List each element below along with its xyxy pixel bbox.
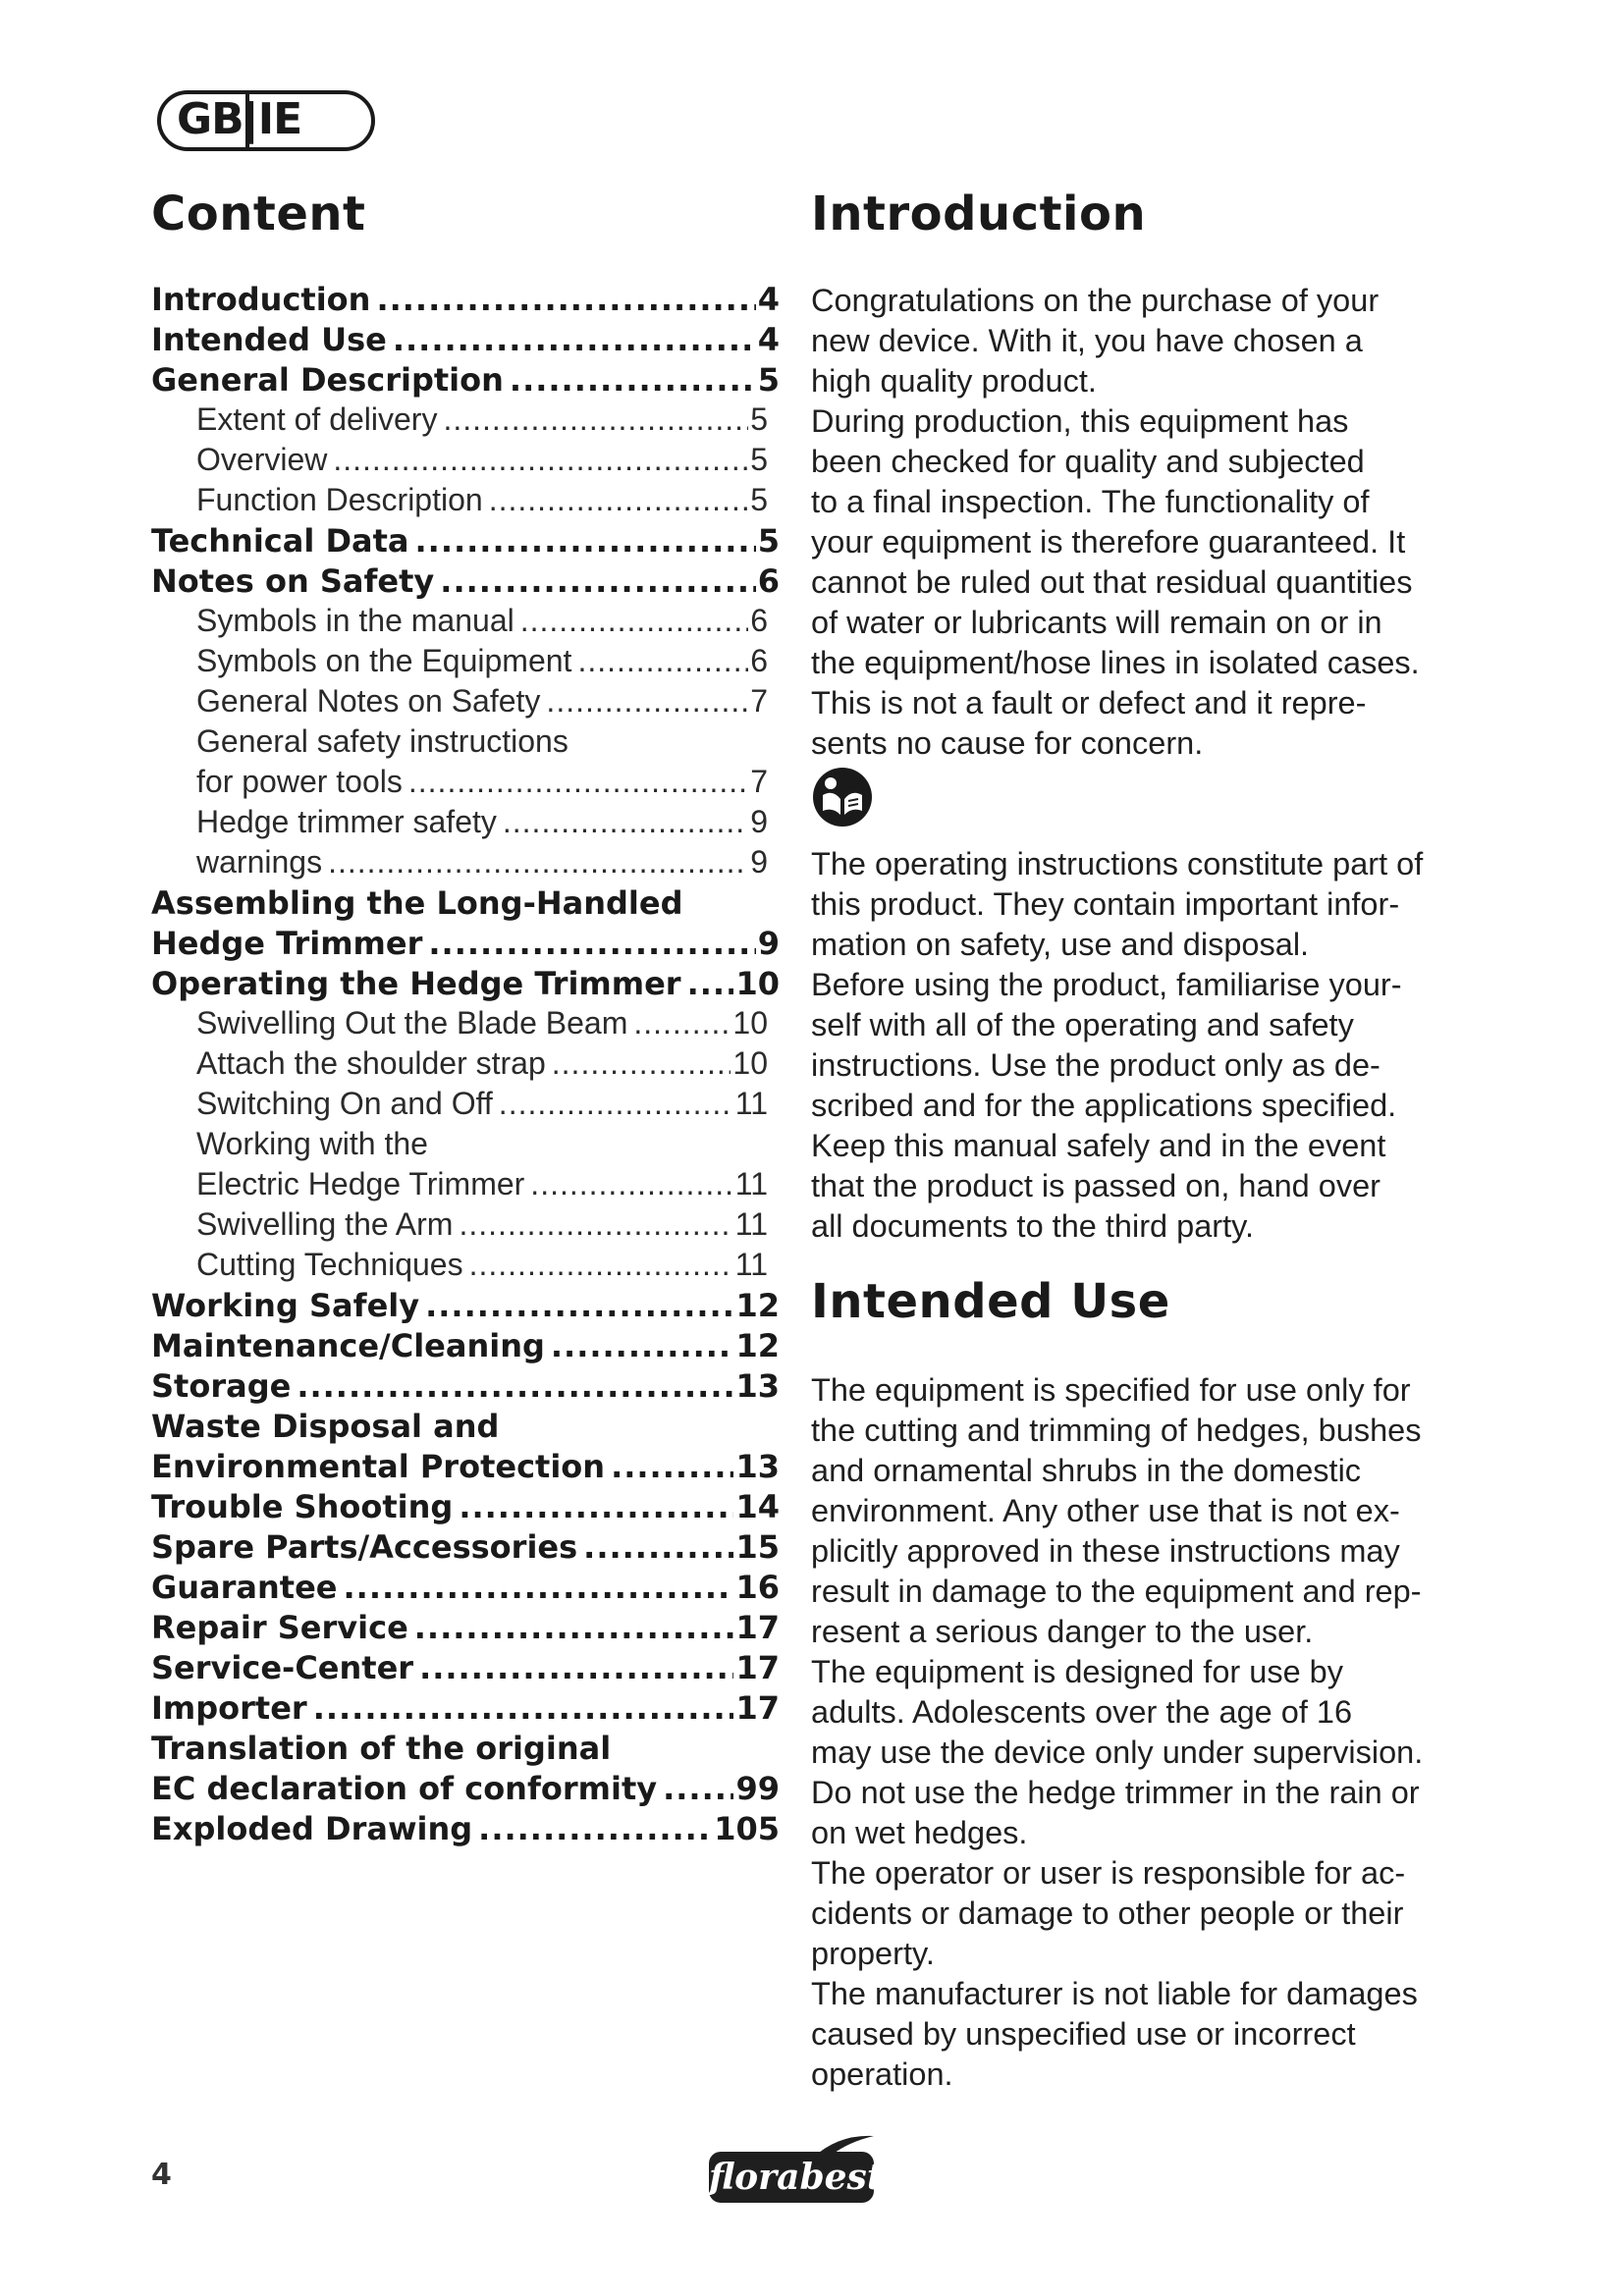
toc-entry-page: 11	[734, 1247, 768, 1282]
toc-entry	[151, 1287, 780, 1327]
toc-leader-dots	[328, 844, 748, 881]
toc-entry-title: Storage	[151, 1367, 292, 1405]
toc-entry-title: General Description	[151, 361, 504, 399]
toc-entry-title: Switching On and Off	[196, 1086, 493, 1121]
text-line: and ornamental shrubs in the domestic	[811, 1453, 1362, 1488]
toc-entry-title: Extent of delivery	[196, 401, 438, 437]
toc-entry	[151, 683, 780, 723]
toc-entry-title: Attach the shoulder strap	[196, 1045, 546, 1081]
text-line: this product. They contain important infor-	[811, 886, 1400, 922]
toc-entry	[151, 482, 780, 522]
toc-entry-page: 12	[735, 1287, 780, 1324]
toc-entry	[151, 1166, 780, 1206]
toc-entry-title: Guarantee	[151, 1569, 338, 1606]
toc-entry	[151, 643, 780, 683]
toc-leader-dots	[577, 643, 748, 679]
toc-entry-title: Function Description	[196, 482, 483, 517]
text-line: self with all of the operating and safety	[811, 1007, 1354, 1042]
introduction-heading: Introduction	[811, 187, 1147, 241]
toc-entry-title: Working with the	[196, 1126, 428, 1161]
toc-leader-dots	[425, 1287, 733, 1324]
toc-leader-dots	[414, 1609, 734, 1646]
text-line: The manufacturer is not liable for damages	[811, 1976, 1418, 2011]
toc-entry-page: 11	[734, 1086, 768, 1121]
toc-entry	[151, 603, 780, 643]
toc-entry-page: 105	[714, 1810, 780, 1847]
toc-entry	[151, 1810, 780, 1850]
toc-entry-page: 5	[750, 442, 768, 477]
text-line: plicitly approved in these instructions may	[811, 1533, 1400, 1569]
toc-leader-dots	[313, 1689, 734, 1727]
toc-entry	[151, 1408, 780, 1448]
text-line: The operating instructions constitute part of	[811, 846, 1424, 881]
toc-entry-page: 10	[735, 965, 780, 1002]
toc-entry	[151, 1247, 780, 1287]
introduction-text-part-1	[811, 281, 1439, 764]
toc-leader-dots	[408, 764, 748, 800]
brand-wordmark: florabest	[709, 2152, 874, 2203]
toc-entry-page: 10	[732, 1045, 768, 1081]
text-line: to a final inspection. The functionality of	[811, 484, 1370, 519]
toc-entry-page: 5	[757, 522, 780, 560]
toc-entry-page: 99	[735, 1770, 780, 1807]
text-line: all documents to the third party.	[811, 1208, 1255, 1244]
intended-use-text	[811, 1370, 1439, 2095]
toc-entry-title: Spare Parts/Accessories	[151, 1528, 578, 1566]
toc-leader-dots	[546, 683, 748, 720]
toc-entry-page: 4	[757, 321, 780, 358]
toc-entry-page: 9	[757, 925, 780, 962]
toc-leader-dots	[499, 1086, 733, 1122]
toc-entry-page: 6	[757, 562, 780, 600]
text-line: of water or lubricants will remain on or in	[811, 605, 1382, 640]
text-line: the equipment/hose lines in isolated cases.	[811, 645, 1420, 680]
toc-leader-dots	[510, 361, 756, 399]
toc-entry-title: Repair Service	[151, 1609, 408, 1646]
toc-leader-dots	[419, 1649, 733, 1686]
toc-leader-dots	[459, 1206, 732, 1243]
toc-entry-title: Maintenance/Cleaning	[151, 1327, 545, 1364]
text-line: Keep this manual safely and in the event	[811, 1128, 1386, 1163]
toc-leader-dots	[415, 522, 756, 560]
text-line: scribed and for the applications specified.	[811, 1088, 1397, 1123]
text-line: The equipment is specified for use only for	[811, 1372, 1411, 1408]
toc-entry-title: Waste Disposal and	[151, 1408, 500, 1445]
toc-leader-dots	[393, 321, 756, 358]
toc-entry	[151, 1005, 780, 1045]
introduction-text-part-2	[811, 844, 1439, 1247]
toc-entry-title: Electric Hedge Trimmer	[196, 1166, 525, 1201]
toc-entry-page: 10	[732, 1005, 768, 1041]
text-line: Before using the product, familiarise your-	[811, 967, 1402, 1002]
text-line: cannot be ruled out that residual quantities	[811, 564, 1413, 600]
toc-entry-title: warnings	[196, 844, 323, 880]
toc-entry-page: 15	[735, 1528, 780, 1566]
toc-entry-page: 17	[735, 1649, 780, 1686]
toc-entry	[151, 562, 780, 603]
text-line: instructions. Use the product only as de-	[811, 1047, 1380, 1083]
text-line: your equipment is therefore guaranteed. It	[811, 524, 1406, 560]
text-line: Congratulations on the purchase of your	[811, 283, 1380, 318]
language-badge-label: GB|IE	[177, 94, 302, 144]
toc-entry	[151, 1609, 780, 1649]
toc-entry-title: Working Safely	[151, 1287, 420, 1324]
toc-entry-page: 5	[750, 482, 768, 517]
toc-entry	[151, 1730, 780, 1770]
toc-entry-page: 12	[735, 1327, 780, 1364]
toc-leader-dots	[520, 603, 748, 639]
text-line: on wet hedges.	[811, 1815, 1028, 1850]
toc-entry-title: General safety instructions	[196, 723, 568, 759]
toc-leader-dots	[333, 442, 748, 478]
toc-leader-dots	[297, 1367, 733, 1405]
brand-logo	[701, 2132, 884, 2211]
toc-leader-dots	[530, 1166, 732, 1202]
toc-entry-title: Symbols in the manual	[196, 603, 514, 638]
toc-leader-dots	[583, 1528, 733, 1566]
toc-leader-dots	[551, 1327, 734, 1364]
toc-leader-dots	[611, 1448, 733, 1485]
toc-entry-page: 5	[757, 361, 780, 399]
text-line: Do not use the hedge trimmer in the rain or	[811, 1775, 1420, 1810]
toc-leader-dots	[503, 804, 748, 840]
text-line: caused by unspecified use or incorrect	[811, 2016, 1356, 2052]
toc-entry-title: Translation of the original	[151, 1730, 612, 1767]
text-line: This is not a fault or defect and it repre-	[811, 685, 1367, 721]
text-line: mation on safety, use and disposal.	[811, 927, 1310, 962]
toc-entry-title: for power tools	[196, 764, 403, 799]
toc-entry-page: 11	[734, 1166, 768, 1201]
content-heading: Content	[151, 187, 366, 241]
text-line: cidents or damage to other people or their	[811, 1896, 1404, 1931]
toc-entry	[151, 1569, 780, 1609]
toc-entry	[151, 1488, 780, 1528]
toc-leader-dots	[428, 925, 755, 962]
toc-entry-title: Service-Center	[151, 1649, 414, 1686]
toc-entry	[151, 764, 780, 804]
toc-entry-page: 4	[757, 281, 780, 318]
toc-entry-title: Operating the Hedge Trimmer	[151, 965, 681, 1002]
toc-entry-title: Swivelling Out the Blade Beam	[196, 1005, 628, 1041]
toc-entry	[151, 1206, 780, 1247]
text-line: been checked for quality and subjected	[811, 444, 1365, 479]
toc-entry-title: Assembling the Long-Handled	[151, 884, 683, 922]
toc-leader-dots	[663, 1770, 733, 1807]
toc-entry-page: 17	[735, 1609, 780, 1646]
text-line: During production, this equipment has	[811, 403, 1349, 439]
toc-entry	[151, 1528, 780, 1569]
text-line: adults. Adolescents over the age of 16	[811, 1694, 1353, 1730]
text-line: the cutting and trimming of hedges, bushes	[811, 1413, 1422, 1448]
text-line: The equipment is designed for use by	[811, 1654, 1343, 1689]
toc-leader-dots	[440, 562, 755, 600]
toc-entry-title: Importer	[151, 1689, 307, 1727]
toc-entry-page: 7	[750, 683, 768, 719]
toc-entry	[151, 1367, 780, 1408]
toc-entry-page: 7	[750, 764, 768, 799]
toc-entry	[151, 844, 780, 884]
toc-entry-page: 17	[735, 1689, 780, 1727]
toc-entry-title: Overview	[196, 442, 328, 477]
text-line: may use the device only under supervision.	[811, 1735, 1424, 1770]
toc-entry-title: Intended Use	[151, 321, 387, 358]
text-line: operation.	[811, 2056, 953, 2092]
toc-entry	[151, 442, 780, 482]
toc-leader-dots	[469, 1247, 733, 1283]
text-line: The operator or user is responsible for ac-	[811, 1855, 1406, 1891]
toc-entry-page: 6	[750, 643, 768, 678]
toc-leader-dots	[376, 281, 755, 318]
text-line: that the product is passed on, hand over	[811, 1168, 1380, 1203]
toc-entry-title: General Notes on Safety	[196, 683, 541, 719]
toc-entry-title: EC declaration of conformity	[151, 1770, 658, 1807]
toc-entry-title: Hedge trimmer safety	[196, 804, 497, 839]
toc-leader-dots	[443, 401, 748, 438]
text-line: environment. Any other use that is not ex-	[811, 1493, 1400, 1528]
toc-entry-title: Introduction	[151, 281, 371, 318]
toc-entry-title: Technical Data	[151, 522, 409, 560]
toc-entry-title: Environmental Protection	[151, 1448, 606, 1485]
toc-entry-page: 6	[750, 603, 768, 638]
toc-entry	[151, 804, 780, 844]
text-line: high quality product.	[811, 363, 1097, 399]
toc-entry-title: Cutting Techniques	[196, 1247, 463, 1282]
toc-entry	[151, 522, 780, 562]
toc-leader-dots	[459, 1488, 733, 1525]
toc-leader-dots	[633, 1005, 731, 1041]
table-of-contents	[151, 281, 780, 1850]
toc-leader-dots	[478, 1810, 712, 1847]
toc-leader-dots	[552, 1045, 731, 1082]
read-manual-icon	[811, 766, 874, 828]
toc-entry-page: 14	[735, 1488, 780, 1525]
text-line: resent a serious danger to the user.	[811, 1614, 1314, 1649]
toc-entry	[151, 925, 780, 965]
toc-entry-title: Hedge Trimmer	[151, 925, 423, 962]
toc-entry-title: Exploded Drawing	[151, 1810, 473, 1847]
toc-entry	[151, 1327, 780, 1367]
toc-leader-dots	[687, 965, 734, 1002]
toc-entry-page: 9	[750, 844, 768, 880]
toc-leader-dots	[344, 1569, 734, 1606]
toc-entry-title: Trouble Shooting	[151, 1488, 454, 1525]
text-line: sents no cause for concern.	[811, 725, 1204, 761]
toc-entry-title: Notes on Safety	[151, 562, 435, 600]
page-number: 4	[151, 2158, 172, 2192]
toc-entry-page: 11	[734, 1206, 768, 1242]
toc-entry	[151, 1448, 780, 1488]
toc-entry	[151, 1126, 780, 1166]
toc-entry-page: 5	[750, 401, 768, 437]
toc-entry-page: 13	[735, 1448, 780, 1485]
toc-entry	[151, 1649, 780, 1689]
toc-entry-page: 9	[750, 804, 768, 839]
text-line: result in damage to the equipment and rep-	[811, 1574, 1422, 1609]
toc-entry	[151, 723, 780, 764]
toc-entry	[151, 401, 780, 442]
text-line: new device. With it, you have chosen a	[811, 323, 1363, 358]
toc-entry	[151, 1770, 780, 1810]
toc-entry-page: 16	[735, 1569, 780, 1606]
text-line: property.	[811, 1936, 935, 1971]
toc-entry-title: Symbols on the Equipment	[196, 643, 572, 678]
toc-leader-dots	[489, 482, 749, 518]
toc-entry	[151, 321, 780, 361]
toc-entry-title: Swivelling the Arm	[196, 1206, 454, 1242]
toc-entry	[151, 281, 780, 321]
toc-entry	[151, 361, 780, 401]
toc-entry	[151, 884, 780, 925]
toc-entry	[151, 1689, 780, 1730]
language-badge	[157, 88, 377, 153]
toc-entry	[151, 1086, 780, 1126]
toc-entry	[151, 1045, 780, 1086]
toc-entry-page: 13	[735, 1367, 780, 1405]
toc-entry	[151, 965, 780, 1005]
intended-use-heading: Intended Use	[811, 1274, 1170, 1329]
